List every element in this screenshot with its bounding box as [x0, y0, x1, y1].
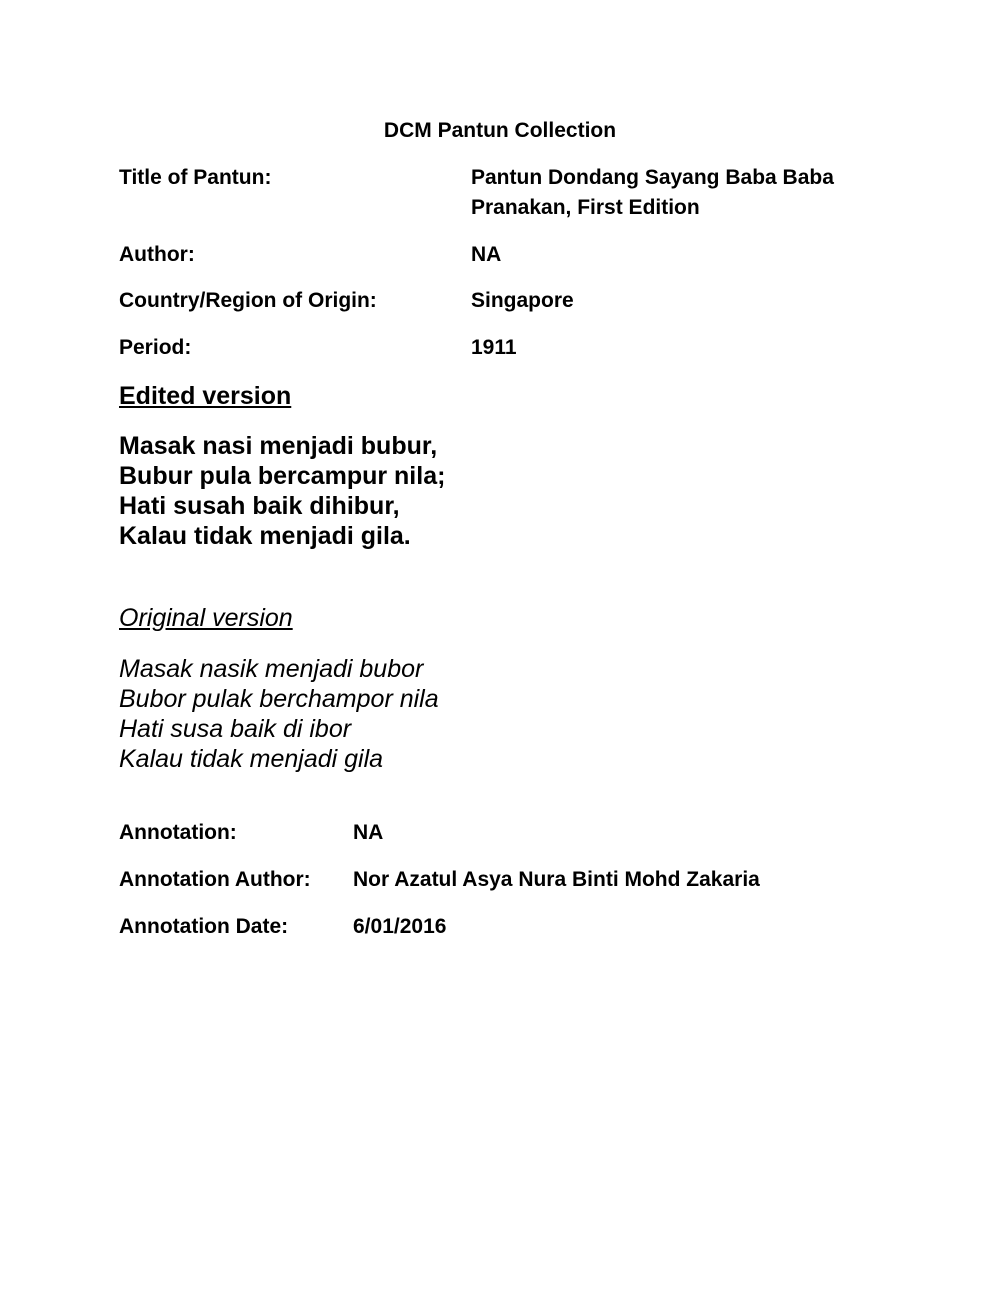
original-verse-line: Bubor pulak berchampor nila	[119, 685, 439, 713]
annotation-author-label: Annotation Author:	[119, 868, 311, 891]
meta-label-origin: Country/Region of Origin:	[119, 289, 377, 312]
edited-verse-line: Hati susah baik dihibur,	[119, 492, 400, 520]
document-title: DCM Pantun Collection	[383, 119, 617, 142]
annotation-date-value: 6/01/2016	[353, 915, 447, 938]
meta-value-origin: Singapore	[471, 289, 574, 312]
meta-value-title: Pantun Dondang Sayang Baba Baba Pranakan, First Edition	[471, 166, 834, 219]
edited-version-heading: Edited version	[119, 382, 292, 410]
meta-value-author: NA	[471, 243, 502, 266]
annotation-author-value: Nor Azatul Asya Nura Binti Mohd Zakaria	[353, 868, 760, 891]
edited-verse-line: Masak nasi menjadi bubur,	[119, 432, 438, 460]
original-version-heading: Original version	[119, 604, 293, 632]
original-verse-line: Hati susa baik di ibor	[119, 715, 352, 743]
meta-label-author: Author:	[119, 243, 195, 266]
annotation-date-label: Annotation Date:	[119, 915, 289, 938]
edited-verse-line: Bubur pula bercampur nila;	[119, 462, 446, 490]
original-verse	[119, 654, 819, 774]
meta-value-period: 1911	[471, 336, 517, 359]
meta-label-title: Title of Pantun:	[119, 166, 272, 189]
meta-label-period: Period:	[119, 336, 192, 359]
annotation-value: NA	[353, 821, 384, 844]
edited-verse	[119, 431, 819, 551]
annotation-label: Annotation:	[119, 821, 237, 844]
original-verse-line: Masak nasik menjadi bubor	[119, 655, 424, 683]
edited-verse-line: Kalau tidak menjadi gila.	[119, 522, 411, 550]
original-verse-line: Kalau tidak menjadi gila	[119, 745, 384, 773]
